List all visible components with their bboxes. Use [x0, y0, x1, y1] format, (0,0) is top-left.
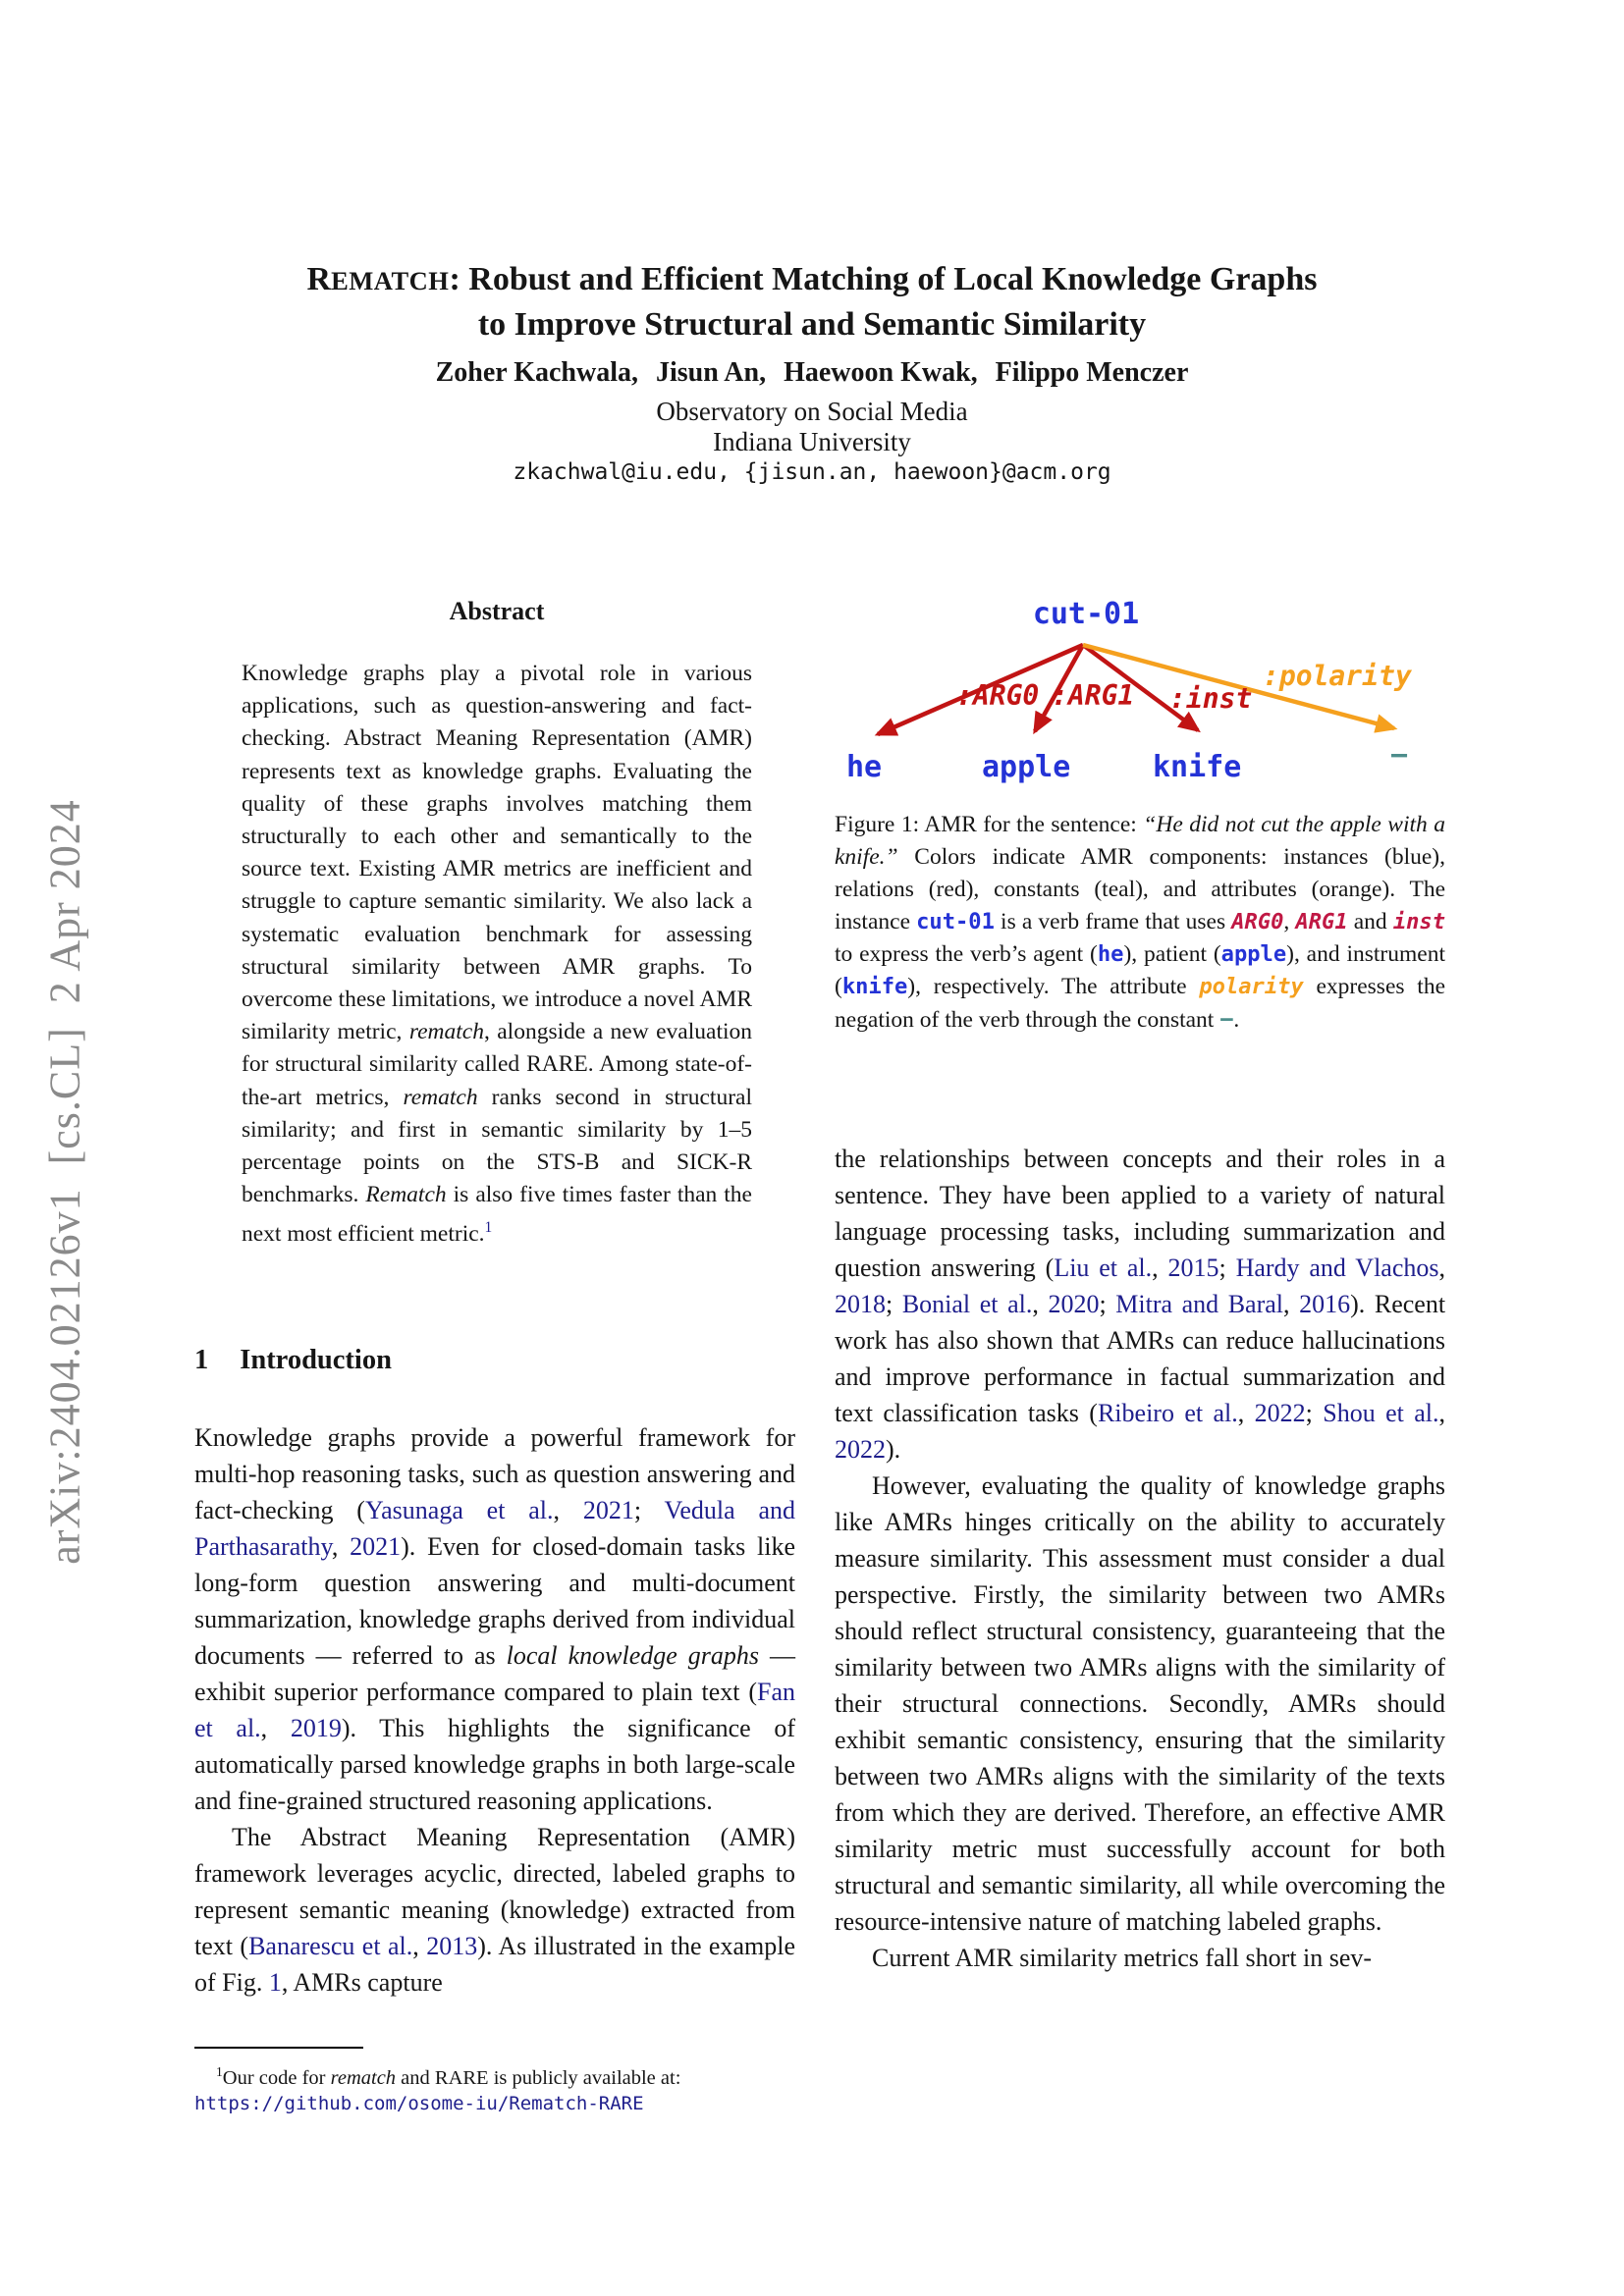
smallcaps-word: REMATCH: [306, 261, 450, 297]
author-name: Jisun An,: [656, 357, 767, 388]
citation-link[interactable]: 1: [268, 1968, 282, 1997]
citation-link[interactable]: Ribeiro et al.: [1097, 1399, 1238, 1427]
citation-link[interactable]: Liu et al.: [1054, 1254, 1153, 1282]
amr-edge-label-polarity: :polarity: [1263, 660, 1412, 692]
figure-1-caption: Figure 1: AMR for the sentence: “He did not cut the apple with a knife.” Colors indicate AMR components: instances (blue), relations (red), constants (teal), and attributes (orange). The instance cut-01 is a verb frame that uses ARG0, ARG1 and inst to express the verb’s agent (he), patient (apple), and instrument (knife), respectively. The attribute polarity expresses the negation of the verb through the constant −.: [835, 812, 1446, 1033]
body-paragraph: Current AMR similarity metrics fall short in sev-: [872, 1944, 1373, 1972]
author-emails: zkachwal@iu.edu, {jisun.an, haewoon}@acm.org: [513, 459, 1111, 485]
amr-node-he: he: [846, 750, 883, 784]
amr-node-cut-01: cut-01: [1032, 597, 1140, 631]
amr-edge-label-arg0: :ARG0: [956, 679, 1040, 712]
citation-link[interactable]: Yasunaga et al.: [364, 1496, 554, 1524]
citation-link[interactable]: Hardy and Vlachos: [1235, 1254, 1439, 1282]
affiliation-lab: Observatory on Social Media: [656, 397, 968, 426]
body-paragraph: However, evaluating the quality of knowledge graphs like AMRs hinges critically on the ability to accurately measure similarity. This assessment must consider a dual perspective. Firstly, the similarity between two AMRs should reflect structural consistency, guaranteeing that the similarity between two AMRs aligns with the similarity of their structural connections. Secondly, AMRs should exhibit semantic consistency, ensuring that the similarity between two AMRs aligns with the similarity of the texts from which they are derived. Therefore, an effective AMR similarity metric must successfully account for both structural and semantic similarity, all while overcoming the resource-intensive nature of matching labeled graphs.: [835, 1471, 1445, 1936]
arxiv-identifier: arXiv:2404.02126v1 [cs.CL] 2 Apr 2024: [40, 799, 89, 1565]
section-number: 1: [194, 1345, 209, 1375]
citation-link[interactable]: Fan et al.: [194, 1678, 795, 1742]
author-name: Zoher Kachwala,: [435, 357, 638, 388]
citation-link[interactable]: 2013: [426, 1932, 478, 1960]
citation-link[interactable]: 2016: [1299, 1290, 1351, 1318]
intro-paragraph-2: The Abstract Meaning Representation (AMR) framework leverages acyclic, directed, labeled graphs to represent semantic meaning (knowledge) extracted from text (Banarescu et al., 2013). As illustrated in the example of Fig. 1, AMRs capture: [194, 1823, 795, 1997]
paper-title-line-2: to Improve Structural and Semantic Similarity: [477, 306, 1147, 343]
introduction-text: [194, 1419, 795, 2001]
citation-link[interactable]: 2018: [835, 1290, 886, 1318]
github-repo-link[interactable]: https://github.com/osome-iu/Rematch-RARE: [194, 2093, 644, 2115]
citation-link[interactable]: Bonial et al.: [901, 1290, 1033, 1318]
section-1-heading: [194, 1345, 392, 1376]
citation-link[interactable]: Mitra and Baral: [1115, 1290, 1284, 1318]
abstract-heading: Abstract: [449, 597, 545, 625]
citation-link[interactable]: 2019: [290, 1714, 342, 1742]
citation-link[interactable]: 2022: [1254, 1399, 1306, 1427]
amr-node-knife: knife: [1153, 750, 1242, 784]
section-title: Introduction: [240, 1345, 392, 1375]
author-name: Filippo Menczer: [995, 357, 1189, 388]
figure-1-amr-graph: [835, 587, 1445, 797]
amr-edge-label-arg1: :ARG1: [1052, 679, 1135, 712]
citation-link[interactable]: Banarescu et al.: [248, 1932, 413, 1960]
amr-node-negative-constant: −: [1390, 738, 1409, 773]
right-column-text: [835, 1141, 1445, 1976]
footnote-ref[interactable]: 1: [484, 1219, 493, 1237]
citation-link[interactable]: Vedula and Parthasarathy: [194, 1496, 795, 1561]
intro-paragraph-1: Knowledge graphs provide a powerful framework for multi-hop reasoning tasks, such as question answering and fact-checking (Yasunaga et al., 2021; Vedula and Parthasarathy, 2021). Even for closed-domain tasks like long-form question answering and multi-document summarization, knowledge graphs derived from individual documents — referred to as local knowledge graphs — exhibit superior performance compared to plain text (Fan et al., 2019). This highlights the significance of automatically parsed knowledge graphs in both large-scale and fine-grained structured reasoning applications.: [194, 1423, 796, 1815]
authors-line: [0, 357, 1624, 389]
footnote-rule: [194, 2047, 363, 2049]
citation-link[interactable]: 2021: [350, 1532, 402, 1561]
amr-edge-label-inst: :inst: [1169, 682, 1253, 715]
citation-link[interactable]: Shou et al.: [1323, 1399, 1439, 1427]
citation-link[interactable]: 2020: [1048, 1290, 1100, 1318]
footnote: $^1$Our code for rematch and RARE is publicly available at: https://github.com/osome-iu/Rematch-RARE: [194, 2064, 681, 2115]
paper-title-line-1: REMATCH: Robust and Efficient Matching of Local Knowledge Graphs: [306, 261, 1318, 297]
footnote-marker: 1: [216, 2064, 223, 2079]
citation-link[interactable]: 2021: [582, 1496, 634, 1524]
body-paragraph: the relationships between concepts and their roles in a sentence. They have been applied to a variety of natural language processing tasks, including summarization and question answering (Liu et al., 2015; Hardy and Vlachos, 2018; Bonial et al., 2020; Mitra and Baral, 2016). Recent work has also shown that AMRs can reduce hallucinations and improve performance in factual summarization and text classification tasks (Ribeiro et al., 2022; Shou et al., 2022).: [835, 1145, 1446, 1464]
abstract-body: Knowledge graphs play a pivotal role in various applications, such as question-answering and fact-checking. Abstract Meaning Representation (AMR) represents text as knowledge graphs. Evaluating the quality of these graphs involves matching them structurally to each other and semantically to the source text. Existing AMR metrics are inefficient and struggle to capture semantic similarity. We also lack a systematic evaluation benchmark for assessing structural similarity between AMR graphs. To overcome these limitations, we introduce a novel AMR similarity metric, rematch, alongside a new evaluation for structural similarity called RARE. Among state-of-the-art metrics, rematch ranks second in structural similarity; and first in semantic similarity by 1–5 percentage points on the STS-B and SICK-R benchmarks. Rematch is also five times faster than the next most efficient metric.$^1$: [242, 661, 752, 1248]
citation-link[interactable]: 2022: [835, 1435, 886, 1464]
affiliation-university: Indiana University: [713, 427, 911, 456]
author-name: Haewoon Kwak,: [784, 357, 978, 388]
citation-link[interactable]: 2015: [1167, 1254, 1219, 1282]
amr-node-apple: apple: [982, 750, 1071, 784]
